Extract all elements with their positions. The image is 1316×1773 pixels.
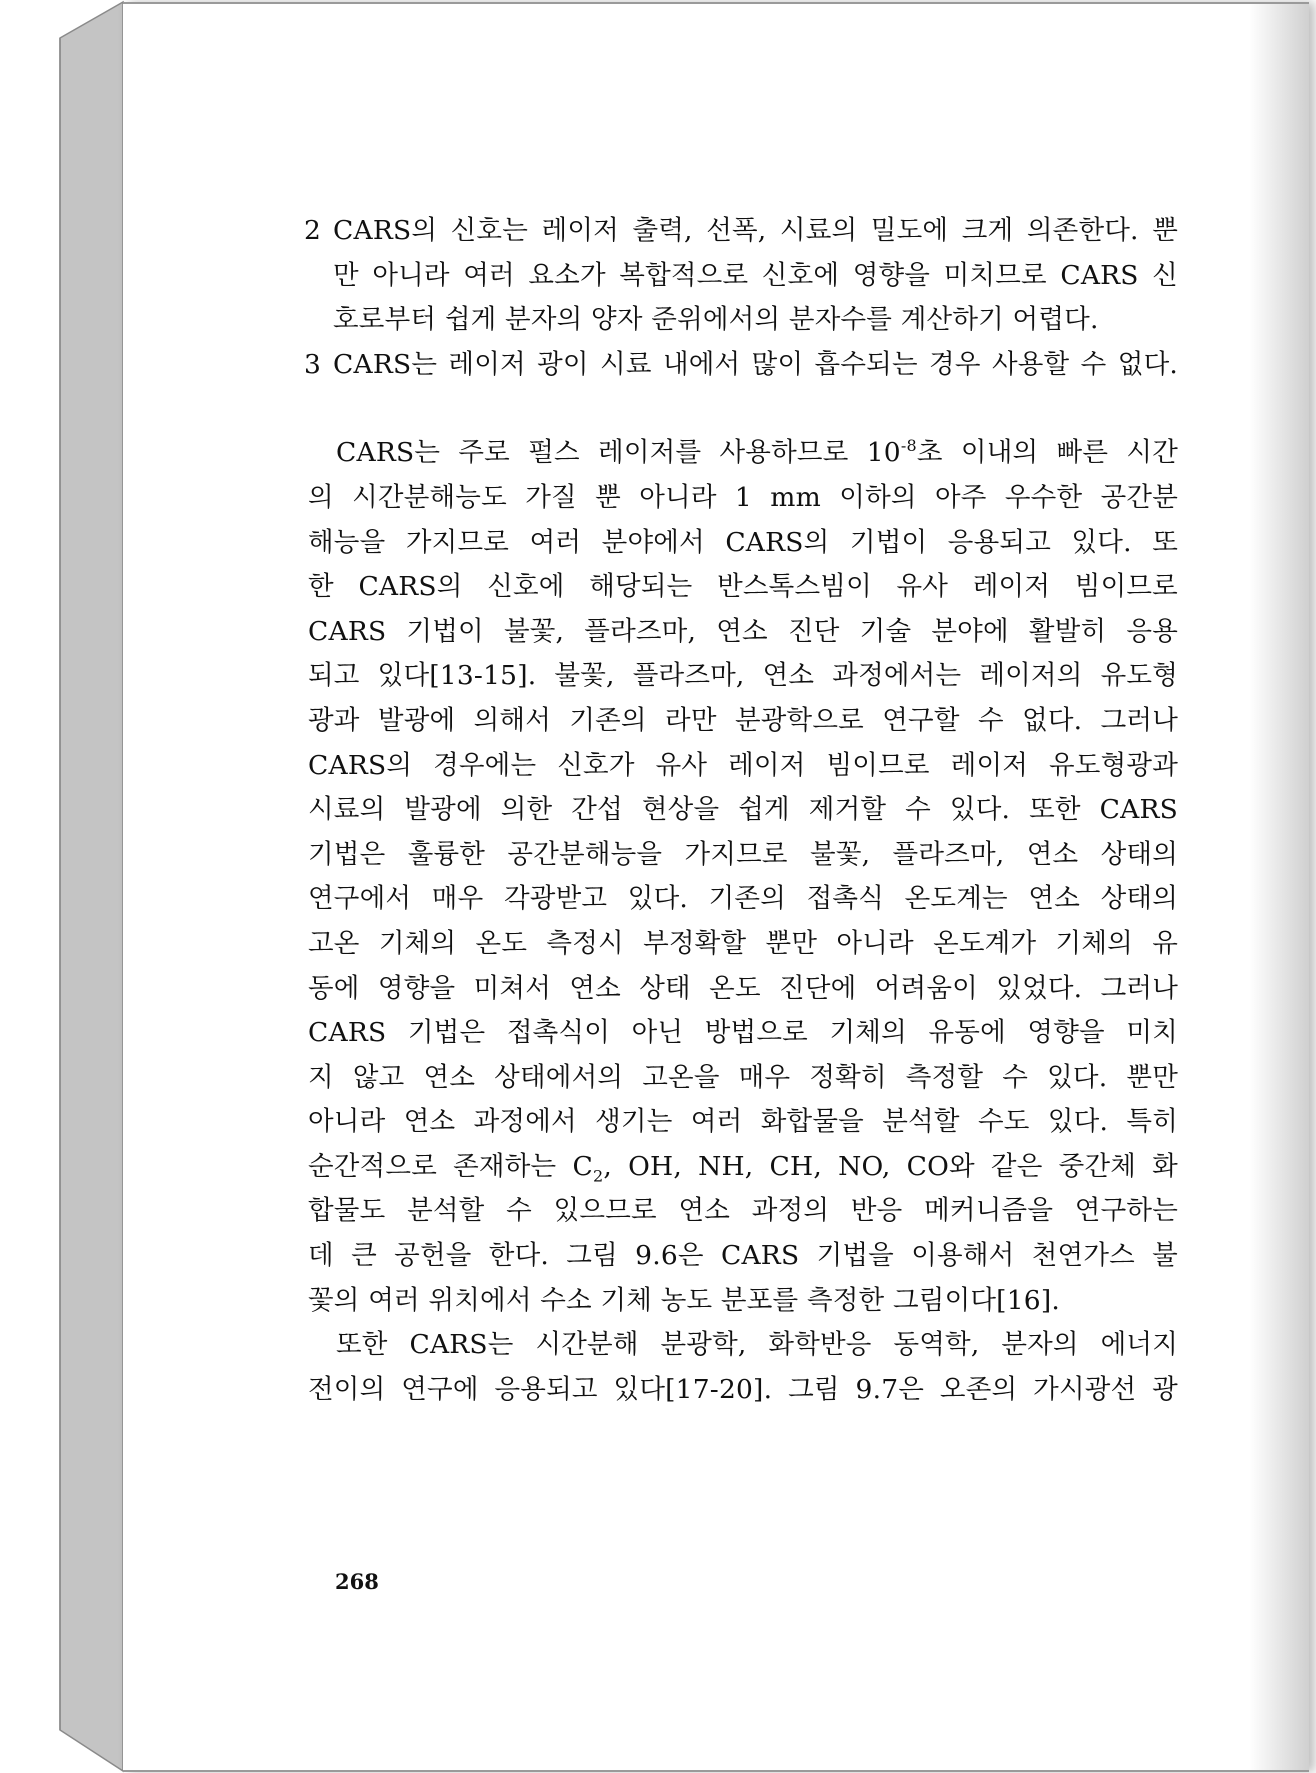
- superscript: -8: [900, 436, 917, 456]
- text-line: CARS의 경우에는 신호가 유사 레이저 빔이므로 레이저 유도형광과: [308, 749, 1178, 781]
- text-line: 기법은 훌륭한 공간분해능을 가지므로 불꽃, 플라즈마, 연소 상태의: [308, 838, 1178, 870]
- book-spine: [0, 0, 130, 1773]
- text-segment: 초 이내의 빠른 시간: [916, 437, 1178, 469]
- list-item-3: [304, 343, 1178, 388]
- text-segment: CARS는 주로 펄스 레이저를 사용하므로 10: [336, 437, 901, 469]
- text-line: [308, 1145, 1178, 1190]
- text-line: 고온 기체의 온도 측정시 부정확할 뿐만 아니라 온도계가 기체의 유: [308, 927, 1178, 959]
- text-line: 시료의 발광에 의한 간섭 현상을 쉽게 제거할 수 있다. 또한 CARS: [308, 794, 1178, 826]
- text-line: 꽃의 여러 위치에서 수소 기체 농도 분포를 측정한 그림이다[16].: [308, 1284, 1060, 1316]
- body-text: [304, 209, 1178, 1412]
- page-edge-shadow: [1249, 4, 1309, 1770]
- text-segment: , OH, NH, CH, NO, CO와 같은 중간체 화: [603, 1150, 1178, 1182]
- list-item-2: [304, 209, 1178, 343]
- page-number: 268: [335, 1569, 379, 1594]
- text-line: [308, 431, 1178, 476]
- list-number: 3: [304, 348, 321, 380]
- text-line: 한 CARS의 신호에 해당되는 반스톡스빔이 유사 레이저 빔이므로: [308, 571, 1178, 603]
- text-line: 광과 발광에 의해서 기존의 라만 분광학으로 연구할 수 없다. 그러나: [308, 704, 1178, 736]
- text-line: 지 않고 연소 상태에서의 고온을 매우 정확히 측정할 수 있다. 뿐만: [308, 1061, 1178, 1093]
- text-line: 만 아니라 여러 요소가 복합적으로 신호에 영향을 미치므로 CARS 신: [333, 259, 1178, 291]
- text-line: 전이의 연구에 응용되고 있다[17-20]. 그림 9.7은 오존의 가시광선 광: [308, 1373, 1178, 1405]
- list-number: 2: [304, 215, 321, 246]
- text-line: 연구에서 매우 각광받고 있다. 기존의 접촉식 온도계는 연소 상태의: [308, 883, 1178, 915]
- text-line: CARS의 신호는 레이저 출력, 선폭, 시료의 밀도에 크게 의존한다. 뿐: [333, 215, 1178, 246]
- paragraph-1: [308, 431, 1178, 1323]
- text-line: CARS 기법이 불꽃, 플라즈마, 연소 진단 기술 분야에 활발히 응용: [308, 615, 1178, 647]
- book-page: [123, 2, 1309, 1772]
- text-line: 동에 영향을 미쳐서 연소 상태 온도 진단에 어려움이 있었다. 그러나: [308, 972, 1178, 1004]
- text-line: 아니라 연소 과정에서 생기는 여러 화합물을 분석할 수도 있다. 특히: [308, 1106, 1178, 1138]
- text-line: 되고 있다[13-15]. 불꽃, 플라즈마, 연소 과정에서는 레이저의 유도형: [308, 660, 1178, 692]
- subscript: 2: [592, 1166, 604, 1186]
- paragraph-2: [308, 1323, 1178, 1412]
- text-line: 호로부터 쉽게 분자의 양자 준위에서의 분자수를 계산하기 어렵다.: [333, 304, 1099, 336]
- text-line: 의 시간분해능도 가질 뿐 아니라 1 mm 이하의 아주 우수한 공간분: [308, 481, 1178, 513]
- text-line: 합물도 분석할 수 있으므로 연소 과정의 반응 메커니즘을 연구하는: [308, 1195, 1178, 1227]
- text-line: 또한 CARS는 시간분해 분광학, 화학반응 동역학, 분자의 에너지: [336, 1329, 1178, 1361]
- text-line: CARS 기법은 접촉식이 아닌 방법으로 기체의 유동에 영향을 미치: [308, 1017, 1178, 1049]
- text-line: 데 큰 공헌을 한다. 그림 9.6은 CARS 기법을 이용해서 천연가스 불: [308, 1240, 1178, 1272]
- text-line: CARS는 레이저 광이 시료 내에서 많이 흡수되는 경우 사용할 수 없다.: [333, 348, 1178, 380]
- text-line: 해능을 가지므로 여러 분야에서 CARS의 기법이 응용되고 있다. 또: [308, 526, 1178, 558]
- text-segment: 순간적으로 존재하는 C: [308, 1150, 593, 1182]
